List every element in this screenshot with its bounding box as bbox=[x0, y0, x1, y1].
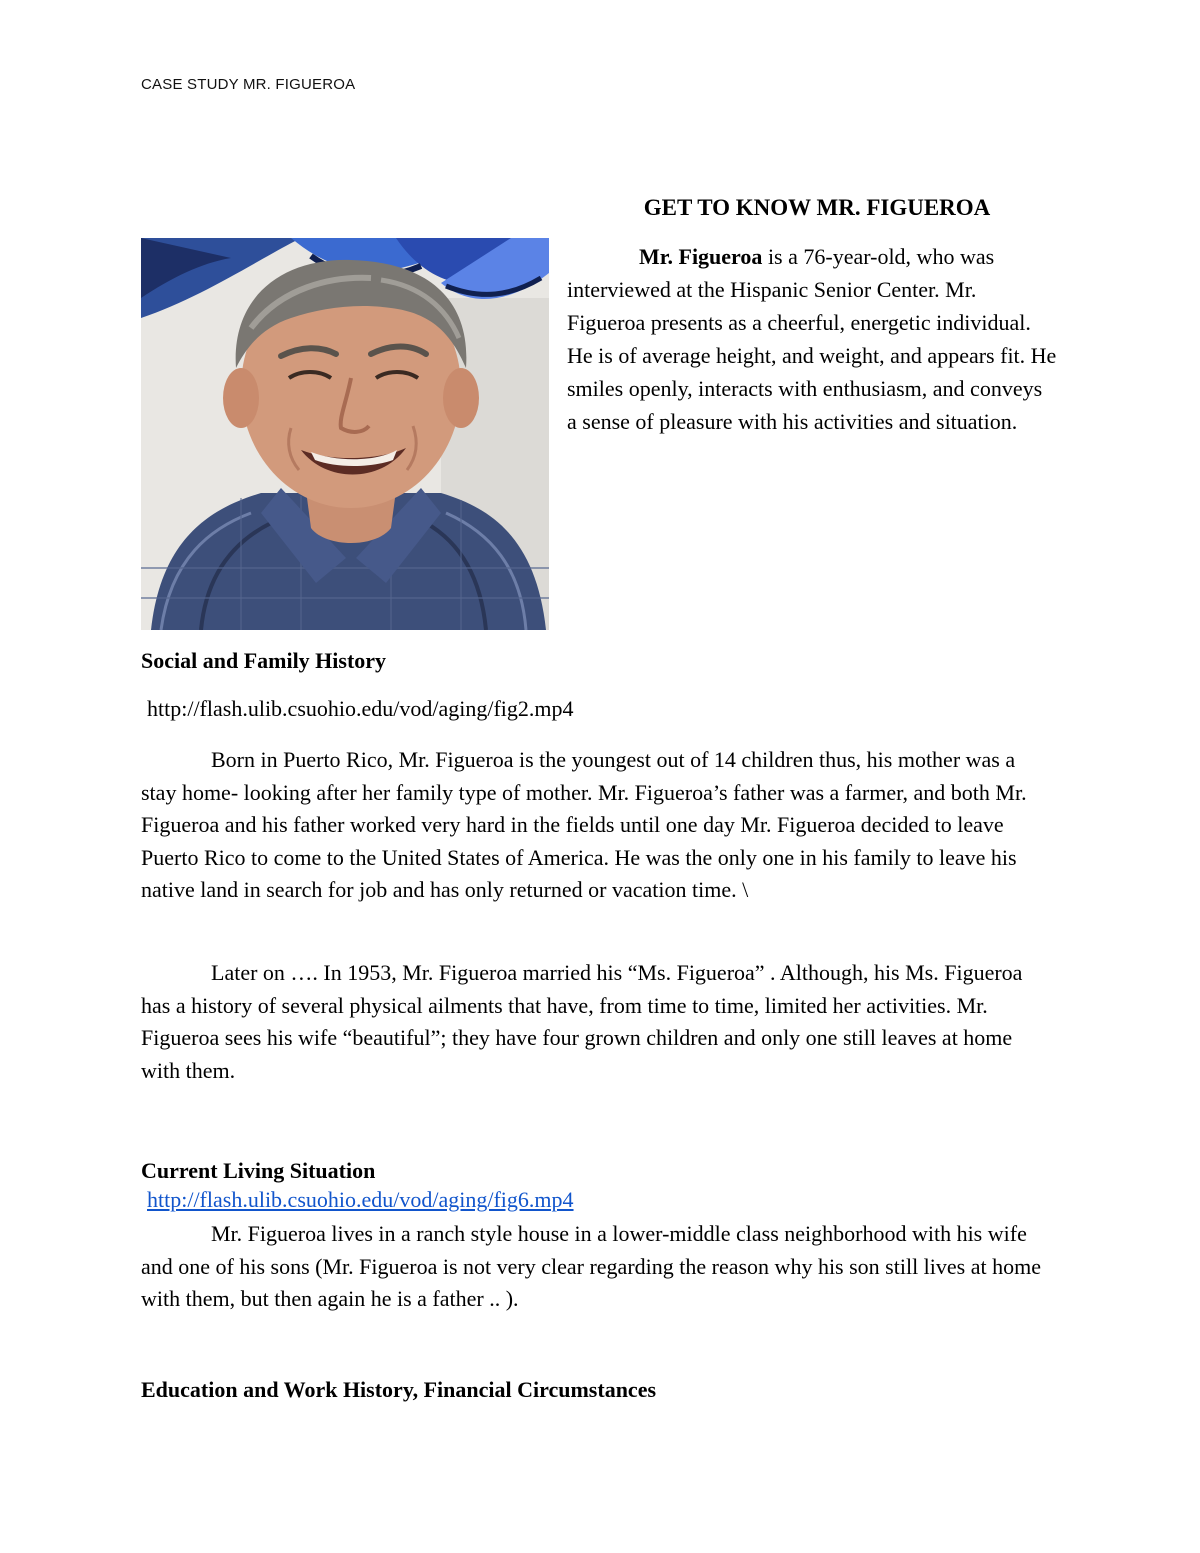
portrait-photo bbox=[141, 238, 549, 630]
education-work-heading: Education and Work History, Financial Circumstances bbox=[141, 1377, 657, 1402]
running-header: CASE STUDY MR. FIGUEROA bbox=[141, 76, 356, 93]
intro-body-text: is a 76-year-old, who was interviewed at the Hispanic Senior Center. Mr. Figueroa presents as a cheerful, energetic individual. He is of average height, and weight, and appears fit. He smiles openly, interacts with enthusiasm, and conveys a sense of pleasure with his activities and situation. bbox=[567, 244, 1057, 434]
social-history-video-link[interactable]: http://flash.ulib.csuohio.edu/vod/aging/fig2.mp4 bbox=[147, 696, 574, 721]
social-history-paragraph-2 bbox=[141, 957, 1056, 1087]
living-situation-paragraph bbox=[141, 1218, 1056, 1316]
intro-title: GET TO KNOW MR. FIGUEROA bbox=[643, 195, 991, 220]
living-situation-paragraph-text: Mr. Figueroa lives in a ranch style house in a lower-middle class neighborhood with his wife and one of his sons (Mr. Figueroa is not very clear regarding the reason why his son still lives at home with them, but then again he is a father .. ). bbox=[141, 1221, 1041, 1312]
portrait-illustration bbox=[141, 238, 549, 630]
intro-lead-name: Mr. Figueroa bbox=[639, 244, 763, 269]
living-situation-heading: Current Living Situation bbox=[141, 1158, 376, 1183]
social-history-paragraph-1 bbox=[141, 744, 1056, 907]
social-history-heading: Social and Family History bbox=[141, 648, 387, 673]
social-history-paragraph-2-text: Later on …. In 1953, Mr. Figueroa married his “Ms. Figueroa” . Although, his Ms. Figueroa has a history of several physical ailments that have, from time to time, limited her activities. Mr. Figueroa sees his wife “beautiful”; they have four grown children and only one still leaves at home with them. bbox=[141, 960, 1023, 1083]
living-situation-video-link[interactable]: http://flash.ulib.csuohio.edu/vod/aging/fig6.mp4 bbox=[147, 1187, 574, 1212]
social-history-paragraph-1-text: Born in Puerto Rico, Mr. Figueroa is the youngest out of 14 children thus, his mother was a stay home- looking after her family type of mother. Mr. Figueroa’s father was a farmer, and both Mr. Figueroa and his father worked very hard in the fields until one day Mr. Figueroa decided to leave Puerto Rico to come to the United States of America. He was the only one in his family to leave his native land in search for job and has only returned or vacation time. \ bbox=[141, 747, 1027, 903]
intro-paragraph bbox=[567, 240, 1057, 438]
